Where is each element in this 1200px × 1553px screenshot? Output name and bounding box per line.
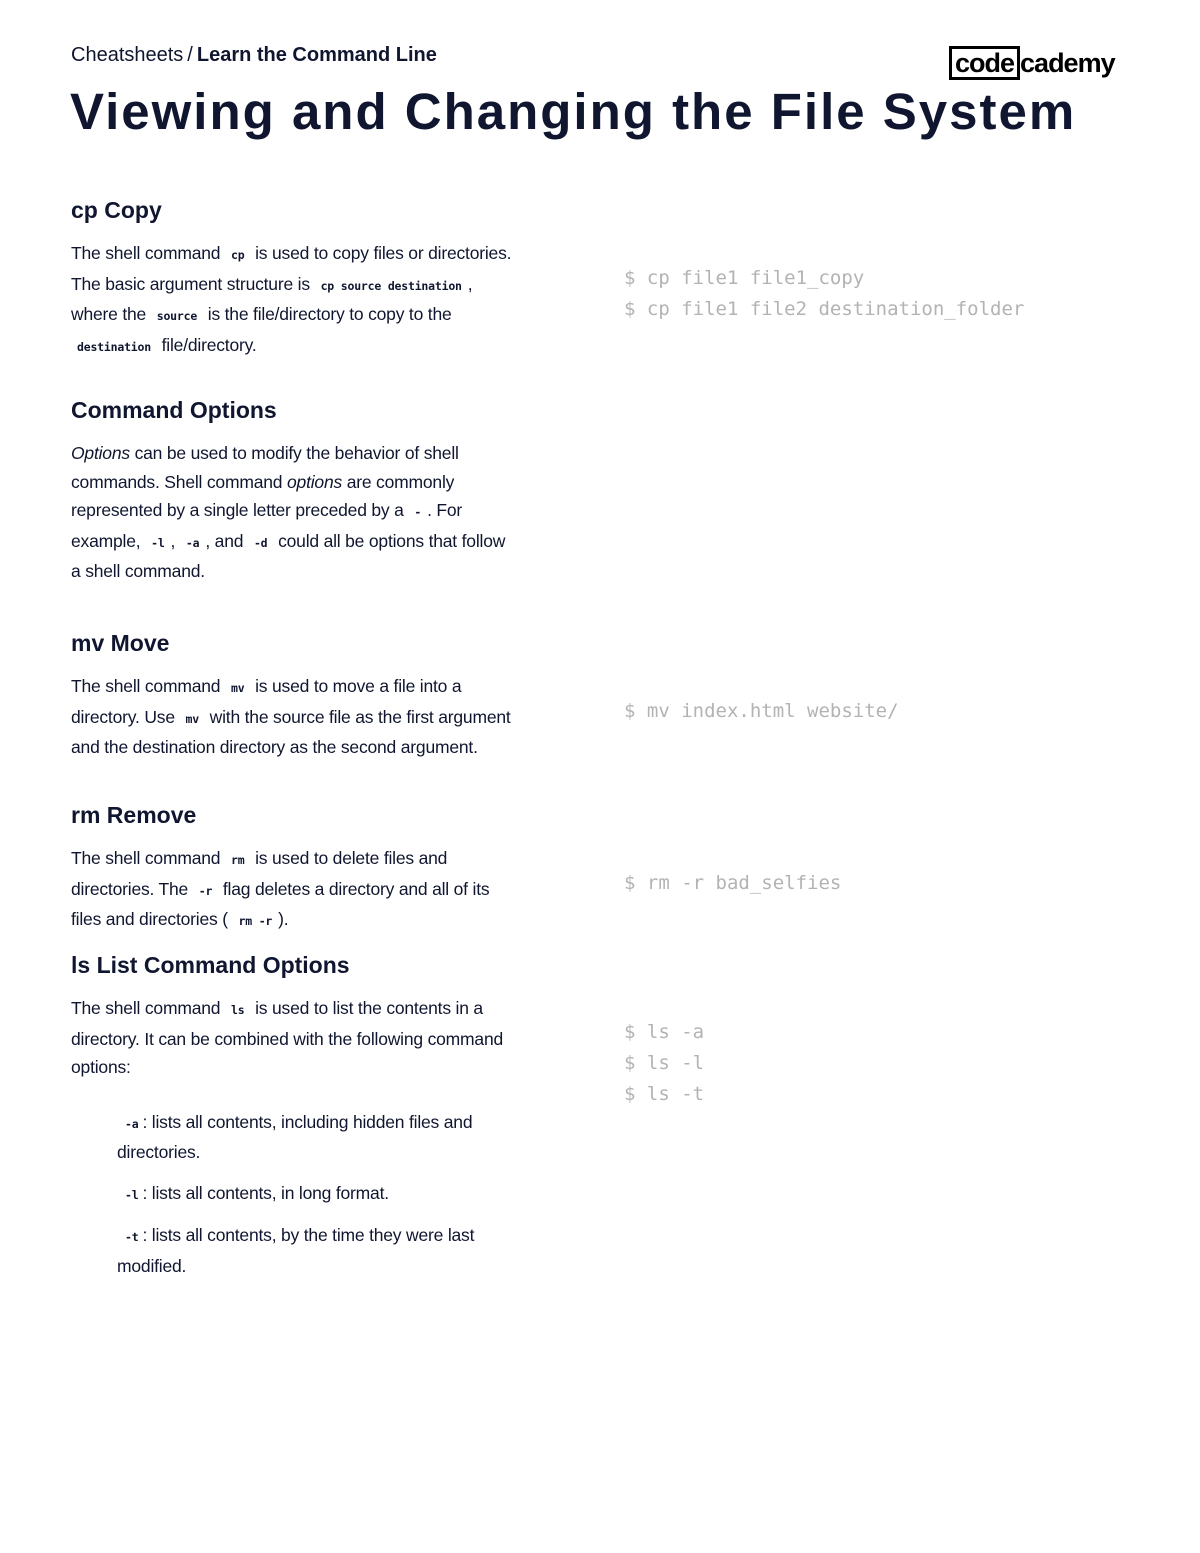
inline-code: ls xyxy=(230,1003,245,1017)
body-text: : lists all contents, including hidden files and directories. xyxy=(117,1111,473,1162)
logo-code-box: code xyxy=(949,46,1020,80)
code-example-ls xyxy=(624,1017,704,1110)
logo-cademy-text: cademy xyxy=(1020,48,1115,78)
body-text: The shell command xyxy=(71,676,221,696)
inline-code: mv xyxy=(230,681,245,695)
code-line: $ mv index.html website/ xyxy=(624,700,899,722)
ls-options-list xyxy=(117,1108,516,1281)
breadcrumb-separator: / xyxy=(187,44,193,66)
body-text: with the source file as the first argument and the destination directory as the second argument. xyxy=(71,706,511,757)
body-text-emphasis: options xyxy=(287,471,343,492)
inline-code: -l xyxy=(125,1187,139,1202)
inline-code: rm -r xyxy=(238,914,273,928)
section-body xyxy=(71,672,516,762)
section-heading: mv Move xyxy=(71,630,170,656)
inline-code: -t xyxy=(125,1230,139,1244)
breadcrumb-current[interactable]: Learn the Command Line xyxy=(196,44,437,66)
inline-code: -a xyxy=(125,1116,139,1131)
section-body xyxy=(71,439,516,586)
body-text: The basic argument structure is xyxy=(71,273,310,294)
section-heading: Command Options xyxy=(71,397,277,423)
body-text: is used to move a file into a directory. Use xyxy=(71,676,462,727)
section-body xyxy=(71,239,516,361)
body-text: The shell command xyxy=(71,243,221,263)
code-example-mv xyxy=(624,696,899,727)
section-body xyxy=(71,844,516,936)
body-text: flag deletes a directory and all of its files and directories ( xyxy=(71,878,490,929)
body-text: could all be options that follow a shell command. xyxy=(71,530,506,581)
body-text: : lists all contents, by the time they were last modified. xyxy=(117,1225,475,1276)
code-line: $ ls -a xyxy=(624,1021,705,1043)
page-title: Viewing and Changing the File System xyxy=(70,83,1077,140)
code-example-cp xyxy=(624,263,1024,325)
body-text: are commonly represented by a single letter preceded by a xyxy=(71,471,455,520)
list-item xyxy=(117,1221,516,1280)
section-heading: cp Copy xyxy=(71,197,162,223)
breadcrumb xyxy=(71,44,437,67)
inline-code: - xyxy=(414,505,422,519)
code-line: $ cp file1 file2 destination_folder xyxy=(624,298,1025,320)
body-text: The shell command xyxy=(71,998,221,1018)
body-text: , where the xyxy=(71,273,473,324)
body-text: is used to delete files and directories. The xyxy=(71,848,448,899)
body-text: : lists all contents, in long format. xyxy=(142,1182,389,1203)
inline-code: mv xyxy=(185,711,199,726)
body-text: can be used to modify the behavior of shell commands. Shell command xyxy=(71,443,459,492)
inline-code: -r xyxy=(198,883,213,898)
code-line: $ rm -r bad_selfies xyxy=(624,872,842,894)
inline-code: cp xyxy=(230,248,245,262)
breadcrumb-link-cheatsheets[interactable]: Cheatsheets xyxy=(71,44,184,66)
body-text-emphasis: Options xyxy=(71,443,130,463)
inline-code: rm xyxy=(230,853,245,867)
body-text: is the file/directory to copy to the xyxy=(207,304,452,324)
code-line: $ ls -l xyxy=(624,1052,705,1074)
body-text: The shell command xyxy=(71,848,221,868)
inline-code: cp source destination xyxy=(320,278,462,293)
codecademy-logo[interactable] xyxy=(949,46,1115,82)
section-heading: rm Remove xyxy=(71,802,197,828)
body-text: . For example, xyxy=(71,500,463,551)
inline-code: -l xyxy=(151,535,165,550)
inline-code: destination xyxy=(77,339,151,354)
body-text: ). xyxy=(278,909,289,929)
section-body xyxy=(71,994,516,1082)
code-line: $ ls -t xyxy=(624,1083,705,1105)
inline-code: -d xyxy=(253,535,268,550)
inline-code: -a xyxy=(185,535,200,550)
body-text: , xyxy=(170,530,176,551)
body-text: file/directory. xyxy=(161,334,257,355)
section-ls-list-options xyxy=(71,950,516,1292)
inline-code: source xyxy=(156,309,198,323)
code-line: $ cp file1 file1_copy xyxy=(624,267,865,289)
section-command-options xyxy=(71,395,516,586)
body-text: is used to list the contents in a directory. It can be combined with the following command options: xyxy=(71,998,504,1077)
section-rm-remove xyxy=(71,800,516,936)
section-heading: ls List Command Options xyxy=(71,952,350,978)
list-item xyxy=(117,1179,516,1210)
list-item xyxy=(117,1108,516,1167)
code-example-rm xyxy=(624,868,841,899)
section-mv-move xyxy=(71,628,516,762)
section-cp-copy xyxy=(71,195,516,361)
body-text: , and xyxy=(205,530,244,551)
body-text: is used to copy files or directories. xyxy=(255,243,512,263)
